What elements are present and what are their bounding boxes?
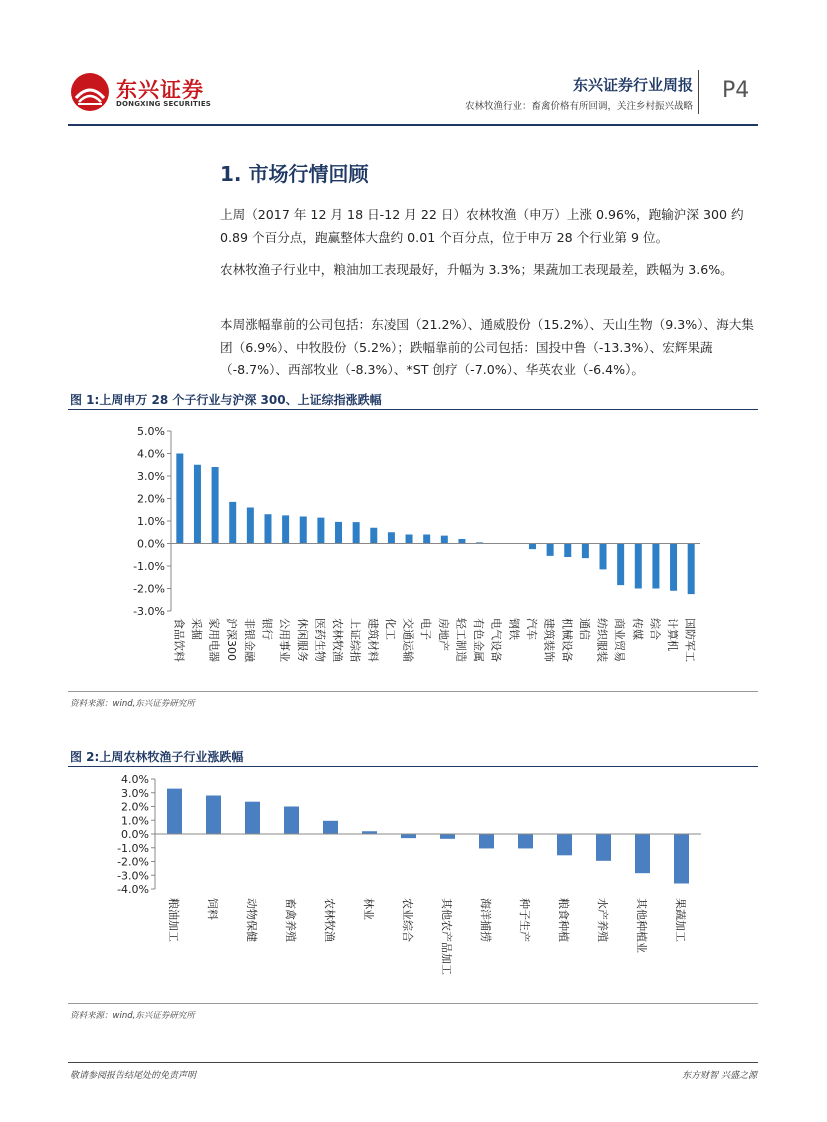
bar bbox=[557, 834, 572, 855]
y-tick-label: -3.0% bbox=[133, 605, 165, 618]
x-category-label: 其他农产品加工 bbox=[440, 898, 453, 975]
y-tick-label: 3.0% bbox=[121, 786, 149, 800]
y-tick-label: 1.0% bbox=[137, 515, 165, 528]
bar bbox=[300, 517, 307, 544]
x-category-label: 休闲服务 bbox=[295, 618, 309, 662]
figure1-source: 资料来源：wind,东兴证券研究所 bbox=[70, 699, 195, 709]
bar bbox=[212, 467, 219, 544]
x-category-label: 建筑装饰 bbox=[542, 618, 556, 662]
y-tick-label: -1.0% bbox=[133, 560, 165, 573]
x-category-label: 农林牧渔 bbox=[331, 618, 345, 662]
y-tick-label: -2.0% bbox=[133, 582, 165, 596]
bar bbox=[317, 518, 324, 544]
header-divider bbox=[698, 70, 699, 114]
x-category-label: 轻工制造 bbox=[454, 618, 468, 662]
y-tick-label: 2.0% bbox=[137, 492, 165, 506]
y-tick-label: -3.0% bbox=[117, 869, 149, 883]
x-category-label: 综合 bbox=[648, 618, 662, 640]
x-category-label: 食品饮料 bbox=[172, 618, 186, 662]
bar bbox=[206, 796, 221, 835]
paragraph-subindustry: 农林牧渔子行业中，粮油加工表现最好，升幅为 3.3%；果蔬加工表现最差，跌幅为 3.6%。 bbox=[220, 262, 733, 277]
paragraph-market-summary: 上周（2017 年 12 月 18 日-12 月 22 日）农林牧渔（申万）上涨 0.96%，跑输沪深 300 约 0.89 个百分点，跑赢整体大盘约 0.01 个百分点，位于申万 28 个行业第 9 位。 bbox=[220, 207, 744, 245]
x-category-label: 有色金属 bbox=[472, 618, 486, 662]
x-category-label: 电子 bbox=[419, 618, 433, 640]
y-tick-label: 0.0% bbox=[121, 828, 149, 841]
y-tick-label: -4.0% bbox=[117, 883, 149, 896]
bar bbox=[388, 532, 395, 543]
bar bbox=[194, 465, 201, 544]
x-category-label: 银行 bbox=[260, 618, 274, 640]
x-category-label: 传媒 bbox=[630, 618, 644, 640]
bar bbox=[617, 544, 624, 586]
logo-wordmark-cn: 东兴证券 bbox=[116, 78, 204, 102]
x-category-label: 农林牧渔 bbox=[323, 898, 336, 942]
x-category-label: 种子生产 bbox=[518, 898, 531, 942]
x-category-label: 果蔬加工 bbox=[674, 898, 687, 942]
bar bbox=[229, 502, 236, 544]
figure2-title: 图 2:上周农林牧渔子行业涨跌幅 bbox=[70, 750, 244, 764]
x-category-label: 其他种植业 bbox=[635, 898, 648, 953]
logo-wordmark-en: DONGXING SECURITIES bbox=[116, 100, 212, 108]
y-tick-label: 3.0% bbox=[137, 470, 165, 483]
x-category-label: 动物保健 bbox=[245, 898, 258, 942]
figure2-top-rule bbox=[68, 766, 758, 767]
bar bbox=[167, 789, 182, 834]
x-category-label: 交通运输 bbox=[401, 618, 415, 662]
x-category-label: 粮食种植 bbox=[557, 898, 570, 942]
bar bbox=[600, 544, 607, 570]
bar bbox=[674, 834, 689, 884]
bar bbox=[518, 834, 533, 848]
figure2-source: 资料来源：wind,东兴证券研究所 bbox=[70, 1011, 195, 1021]
x-category-label: 水产养殖 bbox=[596, 898, 609, 942]
x-category-label: 计算机 bbox=[666, 618, 680, 651]
bar bbox=[635, 544, 642, 589]
x-category-label: 林业 bbox=[362, 898, 375, 920]
bar bbox=[264, 514, 271, 543]
bar bbox=[401, 834, 416, 838]
bar bbox=[547, 544, 554, 556]
footer-slogan: 东方财智 兴盛之源 bbox=[682, 1071, 757, 1081]
bar bbox=[652, 544, 659, 589]
page-number: P4 bbox=[722, 78, 750, 103]
bar bbox=[635, 834, 650, 873]
x-category-label: 纺织服装 bbox=[595, 618, 609, 662]
bar bbox=[596, 834, 611, 861]
x-category-label: 采掘 bbox=[189, 618, 203, 640]
bar bbox=[440, 834, 455, 839]
x-category-label: 家用电器 bbox=[207, 618, 221, 662]
x-category-label: 机械设备 bbox=[560, 618, 574, 662]
bar bbox=[564, 544, 571, 558]
x-category-label: 房地产 bbox=[436, 618, 450, 651]
x-category-label: 饲料 bbox=[206, 898, 219, 920]
x-category-label: 沪深300 bbox=[225, 618, 239, 661]
bar bbox=[458, 539, 465, 544]
bar bbox=[282, 515, 289, 543]
figure1-top-rule bbox=[68, 409, 758, 410]
bar bbox=[323, 821, 338, 834]
bar bbox=[406, 535, 413, 544]
bar bbox=[670, 544, 677, 591]
y-tick-label: 2.0% bbox=[121, 800, 149, 814]
figure1-bar-chart bbox=[68, 414, 758, 686]
figure1-title: 图 1:上周申万 28 个子行业与沪深 300、上证综指涨跌幅 bbox=[70, 393, 382, 407]
bar bbox=[582, 544, 589, 559]
x-category-label: 非银金融 bbox=[242, 618, 256, 662]
x-category-label: 汽车 bbox=[524, 618, 538, 640]
y-tick-label: 5.0% bbox=[137, 425, 165, 438]
bar bbox=[370, 528, 377, 544]
section-title: 1. 市场行情回顾 bbox=[220, 162, 369, 186]
dongxing-logo-icon bbox=[70, 72, 110, 112]
figure2-bar-chart bbox=[68, 768, 758, 998]
x-category-label: 建筑材料 bbox=[366, 618, 380, 662]
bar bbox=[335, 522, 342, 544]
bar bbox=[688, 544, 695, 595]
y-tick-label: 4.0% bbox=[137, 447, 165, 461]
bar bbox=[353, 522, 360, 543]
bar bbox=[247, 508, 254, 544]
y-tick-label: 1.0% bbox=[121, 814, 149, 828]
bar bbox=[529, 544, 536, 550]
y-tick-label: -2.0% bbox=[117, 855, 149, 869]
bar bbox=[441, 536, 448, 544]
x-category-label: 化工 bbox=[383, 618, 397, 640]
x-category-label: 上证综指 bbox=[348, 618, 362, 662]
y-tick-label: 0.0% bbox=[137, 537, 165, 551]
footer-disclaimer: 敬请参阅报告结尾处的免责声明 bbox=[70, 1071, 197, 1081]
figure1-bottom-rule bbox=[68, 691, 758, 692]
x-category-label: 商业贸易 bbox=[613, 618, 627, 662]
x-category-label: 公用事业 bbox=[278, 618, 292, 662]
bar bbox=[245, 802, 260, 834]
x-category-label: 医药生物 bbox=[313, 618, 327, 662]
x-category-label: 农业综合 bbox=[401, 898, 414, 942]
report-type-title: 东兴证券行业周报 bbox=[572, 76, 693, 94]
bar bbox=[176, 454, 183, 544]
x-category-label: 海洋捕捞 bbox=[479, 898, 492, 942]
report-subtitle: 农林牧渔行业：畜禽价格有所回调，关注乡村振兴战略 bbox=[464, 101, 693, 112]
x-category-label: 通信 bbox=[577, 618, 591, 640]
x-category-label: 畜禽养殖 bbox=[284, 898, 297, 942]
header-rule bbox=[68, 124, 758, 126]
x-category-label: 钢铁 bbox=[507, 618, 521, 640]
x-category-label: 国防军工 bbox=[683, 618, 697, 662]
footer-rule bbox=[68, 1062, 758, 1063]
figure2-bottom-rule bbox=[68, 1003, 758, 1004]
x-category-label: 粮油加工 bbox=[167, 898, 180, 942]
bar bbox=[479, 834, 494, 848]
bar bbox=[284, 807, 299, 835]
y-tick-label: 4.0% bbox=[121, 773, 149, 786]
x-category-label: 电气设备 bbox=[489, 618, 503, 662]
paragraph-top-movers: 本周涨幅靠前的公司包括：东凌国（21.2%）、通威股份（15.2%）、天山生物（9.3%）、海大集团（6.9%）、中牧股份（5.2%）；跌幅靠前的公司包括：国投中鲁（-13.3%）、宏辉果蔬（-8.7%）、西部牧业（-8.3%）、*ST 创疗（-7.0%）、华英农业（-6.4%）。 bbox=[220, 317, 754, 377]
y-tick-label: -1.0% bbox=[117, 841, 149, 855]
bar bbox=[423, 535, 430, 544]
